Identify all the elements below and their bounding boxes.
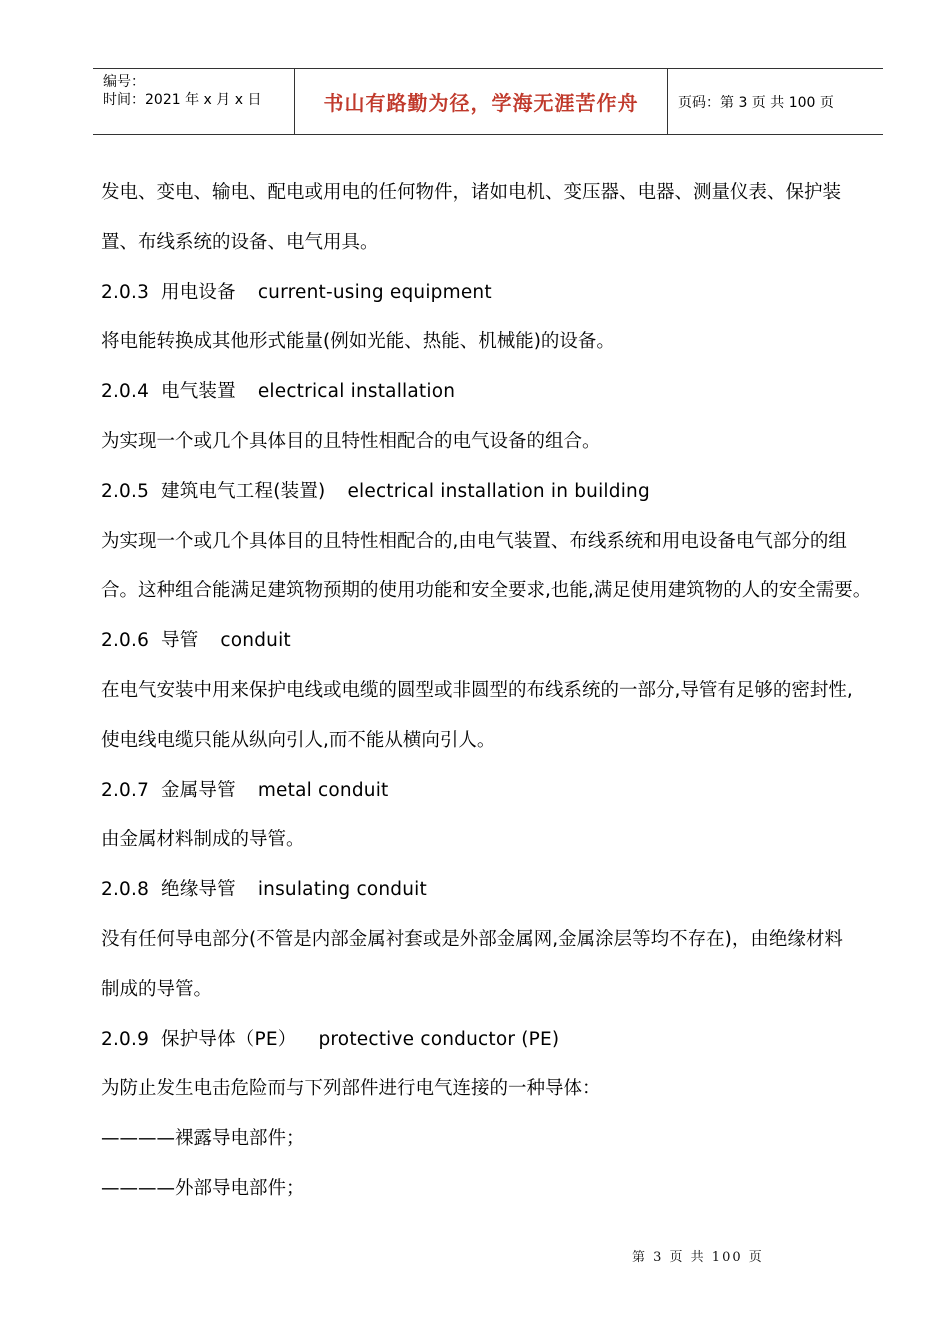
term-chinese: 用电设备 [161,281,236,303]
term-english: conduit [220,630,291,652]
header-motto: 书山有路勤为径，学海无涯苦作舟 [323,91,639,115]
time-label: 时间：2021 年 x 月 x 日 [103,92,262,108]
code-label: 编号： [103,74,145,90]
term-heading-2-0-9 [101,1015,891,1065]
term-definition: 将电能转换成其他形式能量(例如光能、热能、机械能)的设备。 [101,331,615,353]
term-definition: 使电线电缆只能从纵向引人,而不能从横向引人。 [101,729,496,751]
page-footer: 第 3 页 共 100 页 [632,1250,764,1265]
term-number: 2.0.5 [101,480,150,502]
term-definition: 为实现一个或几个具体目的且特性相配合的,由电气装置、布线系统和用电设备电气部分的组 [101,530,847,552]
term-number: 2.0.6 [101,630,150,652]
term-heading-2-0-3 [101,268,891,318]
term-heading-2-0-5 [101,467,891,517]
document-body [101,168,891,1214]
term-chinese: 导管 [161,630,199,652]
term-english: metal conduit [257,779,389,801]
term-number: 2.0.4 [101,381,150,403]
term-heading-2-0-6 [101,616,891,666]
term-english: electrical installation in building [347,480,650,502]
term-heading-2-0-7 [101,766,891,816]
paragraph-line: 置、布线系统的设备、电气用具。 [101,231,379,253]
term-number: 2.0.7 [101,779,150,801]
term-definition: 没有任何导电部分(不管是内部金属衬套或是外部金属网,金属涂层等均不存在)，由绝缘材料 [101,928,843,950]
term-english: insulating conduit [257,879,427,901]
paragraph-line: 发电、变电、输电、配电或用电的任何物件，诸如电机、变压器、电器、测量仪表、保护装 [101,182,842,203]
list-item: ————外部导电部件； [101,1177,305,1199]
term-chinese: 建筑电气工程(装置) [161,480,326,502]
term-definition: 为实现一个或几个具体目的且特性相配合的电气设备的组合。 [101,430,601,452]
header-motto-cell [295,69,668,134]
term-number: 2.0.8 [101,879,150,901]
term-definition: 在电气安装中用来保护电线或电缆的圆型或非圆型的布线系统的一部分,导管有足够的密封性, [101,679,853,701]
term-heading-2-0-8 [101,865,891,915]
term-chinese: 金属导管 [161,779,236,801]
term-chinese: 保护导体（PE） [161,1028,297,1050]
page-header [93,68,883,135]
term-english: electrical installation [257,381,456,403]
term-english: current-using equipment [257,281,492,303]
term-definition: 由金属材料制成的导管。 [101,829,305,851]
term-definition: 制成的导管。 [101,978,213,1000]
term-heading-2-0-4 [101,367,891,417]
term-chinese: 绝缘导管 [161,879,236,901]
list-item: ————裸露导电部件； [101,1128,305,1150]
term-definition: 合。这种组合能满足建筑物预期的使用功能和安全要求,也能,满足使用建筑物的人的安全需要。 [101,580,872,602]
header-page-cell [668,69,883,134]
header-meta [93,69,295,134]
header-page-label: 页码：第 3 页 共 100 页 [678,94,834,111]
term-english: protective conductor (PE) [318,1028,560,1050]
term-chinese: 电气装置 [161,381,236,403]
term-number: 2.0.9 [101,1028,150,1050]
term-number: 2.0.3 [101,281,150,303]
term-definition: 为防止发生电击危险而与下列部件进行电气连接的一种导体： [101,1078,601,1100]
